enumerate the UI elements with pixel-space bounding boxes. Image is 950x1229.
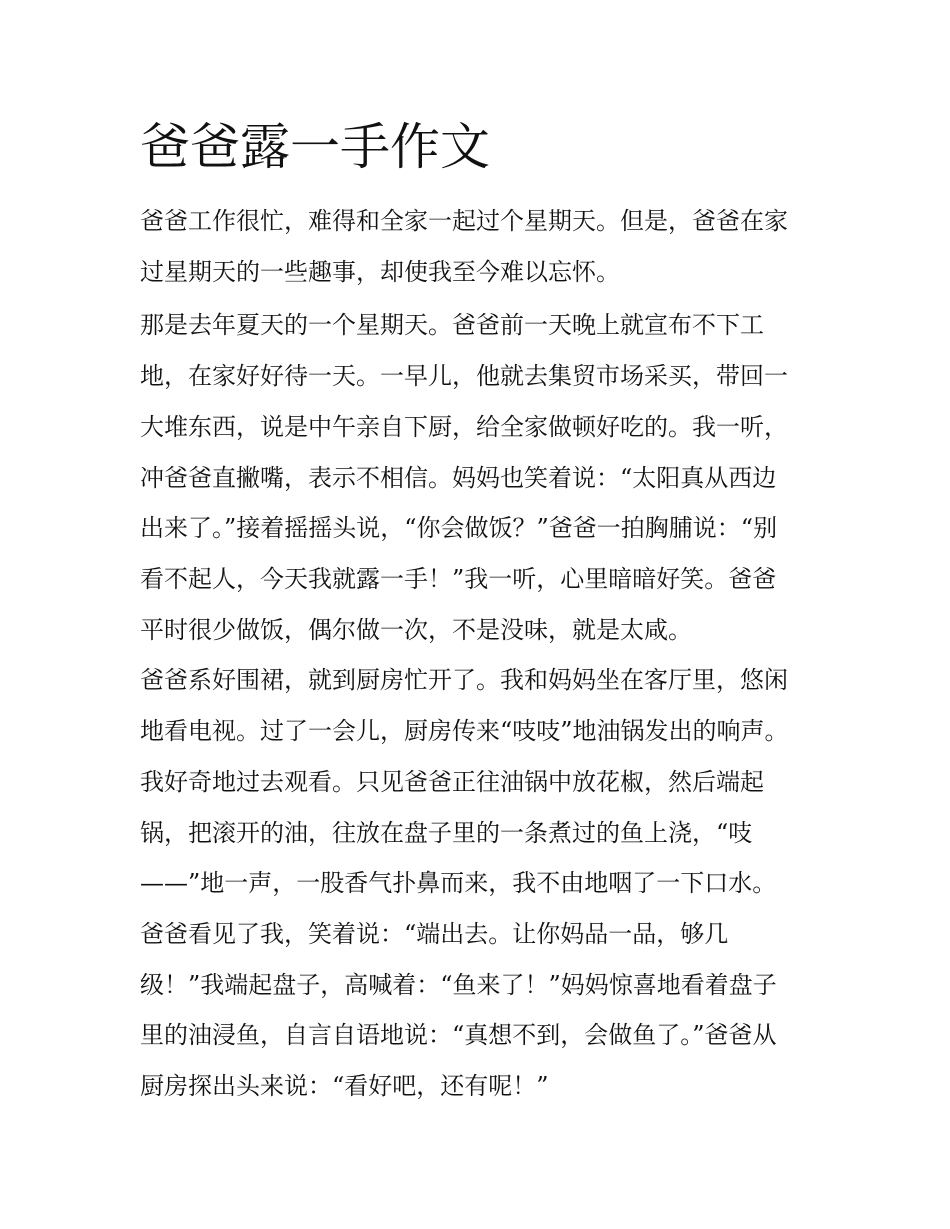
- text-line: 平时很少做饭，偶尔做一次，不是没味，就是太咸。: [140, 616, 692, 644]
- text-line: 地看电视。过了一会儿，厨房传来“吱吱”地油锅发出的响声。: [140, 717, 789, 745]
- text-line: 地，在家好好待一天。一早儿，他就去集贸市场采买，带回一: [140, 362, 788, 390]
- text-line: 出来了。”接着摇摇头说，“你会做饭？”爸爸一拍胸脯说：“别: [140, 514, 778, 542]
- text-line: 看不起人，今天我就露一手！”我一听，心里暗暗好笑。爸爸: [140, 565, 777, 593]
- text-line: ——”地一声，一股香气扑鼻而来，我不由地咽了一下口水。: [140, 869, 777, 897]
- text-line: 那是去年夏天的一个星期天。爸爸前一天晚上就宣布不下工: [140, 311, 764, 339]
- text-line: 级！”我端起盘子，高喊着：“鱼来了！”妈妈惊喜地看着盘子: [140, 971, 777, 999]
- text-line: 爸爸看见了我，笑着说：“端出去。让你妈品一品，够几: [140, 920, 729, 948]
- text-line: 大堆东西，说是中午亲自下厨，给全家做顿好吃的。我一听，: [140, 413, 788, 441]
- text-line: 我好奇地过去观看。只见爸爸正往油锅中放花椒，然后端起: [140, 768, 764, 796]
- text-line: 厨房探出头来说：“看好吧，还有呢！”: [140, 1072, 549, 1100]
- text-line: 过星期天的一些趣事，却使我至今难以忘怀。: [140, 258, 620, 286]
- text-line: 里的油浸鱼，自言自语地说：“真想不到，会做鱼了。”爸爸从: [140, 1021, 777, 1049]
- text-line: 爸爸工作很忙，难得和全家一起过个星期天。但是，爸爸在家: [140, 207, 788, 235]
- text-line: 爸爸系好围裙，就到厨房忙开了。我和妈妈坐在客厅里，悠闲: [140, 666, 788, 694]
- document-title: 爸爸露一手作文: [140, 118, 490, 176]
- text-line: 冲爸爸直撇嘴，表示不相信。妈妈也笑着说：“太阳真从西边: [140, 464, 777, 492]
- text-line: 锅，把滚开的油，往放在盘子里的一条煮过的鱼上浇，“吱: [140, 819, 753, 847]
